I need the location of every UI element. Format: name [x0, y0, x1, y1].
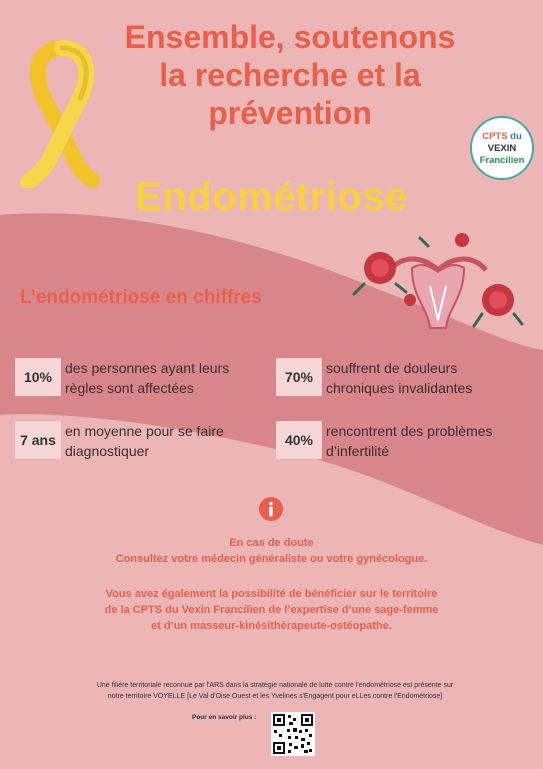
logo-francilien-text: Francilien [479, 155, 525, 166]
logo-du-text: du [507, 131, 522, 142]
footer-line: notre territoire VOYELLE [Le Val d'Oise Ouest et les Yvelines s'Engagent pour eLLes contre l'Endométriose] [107, 693, 443, 700]
stat-value: 7 ans [15, 421, 61, 459]
stat-text: en moyenne pour se faire diagnostiquer [65, 423, 224, 459]
footer-text [30, 680, 520, 702]
info-icon [259, 497, 283, 521]
uterus-illustration-icon [350, 228, 525, 338]
more-info-label: Pour en savoir plus : [192, 714, 257, 721]
main-title [70, 18, 510, 132]
stat-text: rencontrent des problèmes d’infertilité [326, 423, 493, 459]
section-title: L’endométriose en chiffres [20, 287, 262, 308]
subtitle: Endométriose [135, 175, 408, 219]
logo-line [472, 131, 532, 143]
logo-vexin-text: VEXIN [487, 143, 517, 154]
stat-value: 70% [276, 358, 322, 396]
footer-line: Une filière territoriale reconnue par l'ARS dans la stratégie nationale de lutte contre l'endométriose est présente sur [96, 682, 454, 689]
title-line: prévention [208, 95, 372, 131]
stat-value: 40% [276, 421, 322, 459]
logo-cpts-text: CPTS [482, 131, 508, 142]
stat-text: des personnes ayant leurs règles sont affectées [65, 360, 230, 396]
title-line: la recherche et la [159, 57, 421, 93]
qr-code-icon[interactable] [271, 712, 315, 756]
possibility-line: et d’un masseur-kinésithérapeute-ostéopathe. [151, 620, 392, 632]
possibility-line: de la CPTS du Vexin Francilien de l’expertise d’une sage-femme [104, 604, 439, 616]
doubt-line: En cas de doute [229, 537, 314, 549]
stat-value: 10% [15, 358, 61, 396]
stat-text: souffrent de douleurs chroniques invalidantes [326, 360, 473, 396]
cpts-logo [470, 116, 534, 180]
title-line: Ensemble, soutenons [124, 19, 456, 55]
doubt-line: Consultez votre médecin généraliste ou votre gynécologue. [115, 553, 428, 565]
possibility-line: Vous avez également la possibilité de bénéficier sur le territoire [105, 588, 438, 600]
